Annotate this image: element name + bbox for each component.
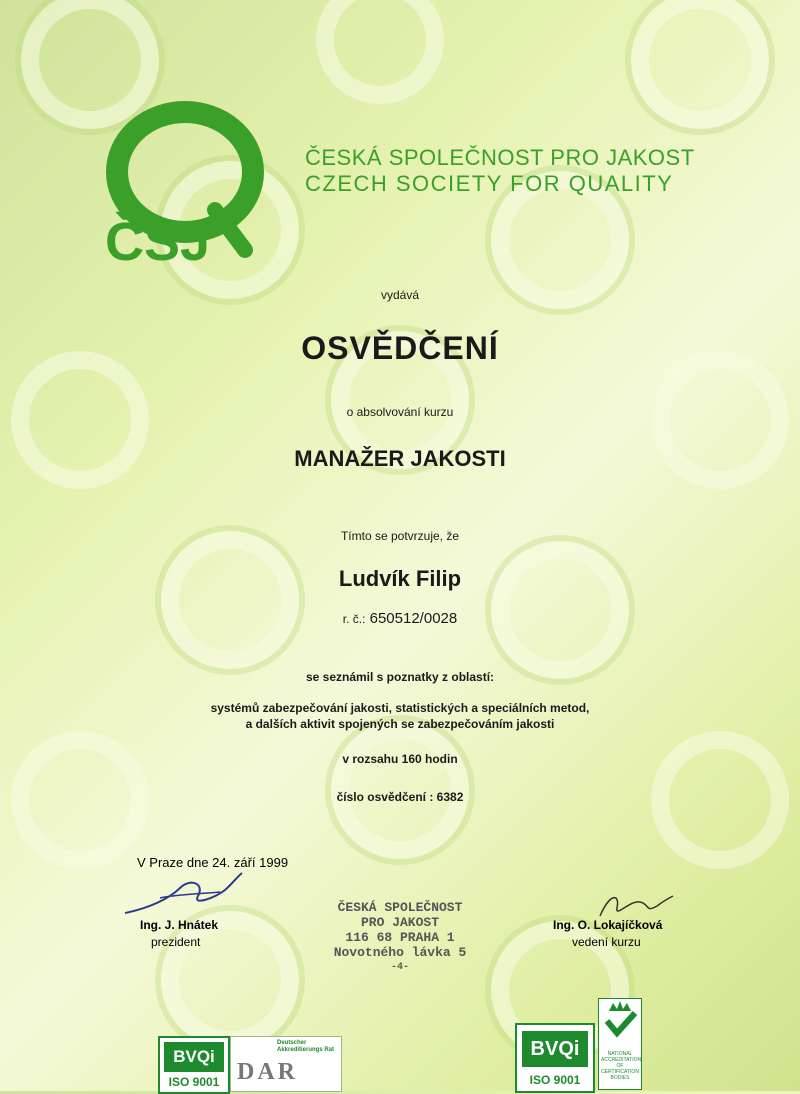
stamp-line-1: ČESKÁ SPOLEČNOST	[337, 900, 463, 915]
iso-label-right: ISO 9001	[529, 1073, 581, 1087]
stamp-line-4: Novotného lávka 5	[333, 945, 467, 960]
bvqi-badge-right	[515, 1023, 595, 1093]
signatory-left-role: prezident	[151, 935, 201, 949]
signature-left	[120, 868, 250, 923]
holder-name: Ludvík Filip	[338, 566, 462, 591]
birth-number: 650512/0028	[369, 610, 458, 627]
issues-label: vydává	[380, 288, 420, 302]
bvqi-badge-left	[158, 1036, 230, 1094]
accreditation-text: NATIONAL ACCREDITATION OF CERTIFICATION BODIES	[601, 1051, 642, 1081]
acquainted-text: se seznámil s poznatky z oblastí:	[305, 670, 495, 684]
signatory-right-role: vedení kurzu	[572, 935, 641, 949]
stamp-line-3: 116 68 PRAHA 1	[345, 930, 455, 945]
stamp-line-2: PRO JAKOST	[360, 915, 439, 930]
birth-number-label: r. č.:	[342, 612, 366, 626]
course-name: MANAŽER JAKOSTI	[294, 446, 506, 471]
crown-check-icon	[599, 999, 641, 1039]
topics-line-2: a dalších aktivit spojených se zabezpečováním jakosti	[245, 717, 555, 731]
stamp-line-5: -4-	[390, 962, 409, 973]
bvqi-logo-right: BVQi	[522, 1031, 588, 1067]
logo-text: ČSJ	[105, 212, 211, 270]
hours-text: v rozsahu 160 hodin	[342, 752, 458, 766]
birth-number-row	[0, 610, 800, 627]
dar-full-name: Deutscher Akkreditierungs Rat	[277, 1040, 335, 1053]
dar-badge	[230, 1036, 342, 1092]
signatory-right-name: Ing. O. Lokajíčková	[553, 918, 663, 932]
bvqi-logo-left: BVQi	[164, 1042, 224, 1072]
dar-logo-text: DAR	[237, 1059, 298, 1085]
iso-label-left: ISO 9001	[168, 1075, 220, 1089]
signatory-left-name: Ing. J. Hnátek	[140, 918, 219, 932]
organization-name-en: CZECH SOCIETY FOR QUALITY	[305, 171, 674, 196]
certificate-number-row: číslo osvědčení : 6382	[336, 790, 464, 804]
certificate-number: 6382	[436, 790, 464, 804]
certificate-title: OSVĚDČENÍ	[301, 330, 499, 366]
accreditation-badge	[598, 998, 642, 1090]
topics-line-1: systémů zabezpečování jakosti, statistických a speciálních metod,	[210, 701, 590, 715]
course-intro: o absolvování kurzu	[346, 405, 454, 419]
csj-logo	[95, 100, 295, 270]
place-and-date: V Praze dne 24. září 1999	[137, 855, 289, 870]
confirm-text: Tímto se potvrzuje, že	[340, 529, 460, 543]
official-stamp	[315, 900, 485, 975]
certificate-number-label: číslo osvědčení	[336, 790, 426, 804]
organization-name-cz: ČESKÁ SPOLEČNOST PRO JAKOST	[305, 145, 695, 170]
